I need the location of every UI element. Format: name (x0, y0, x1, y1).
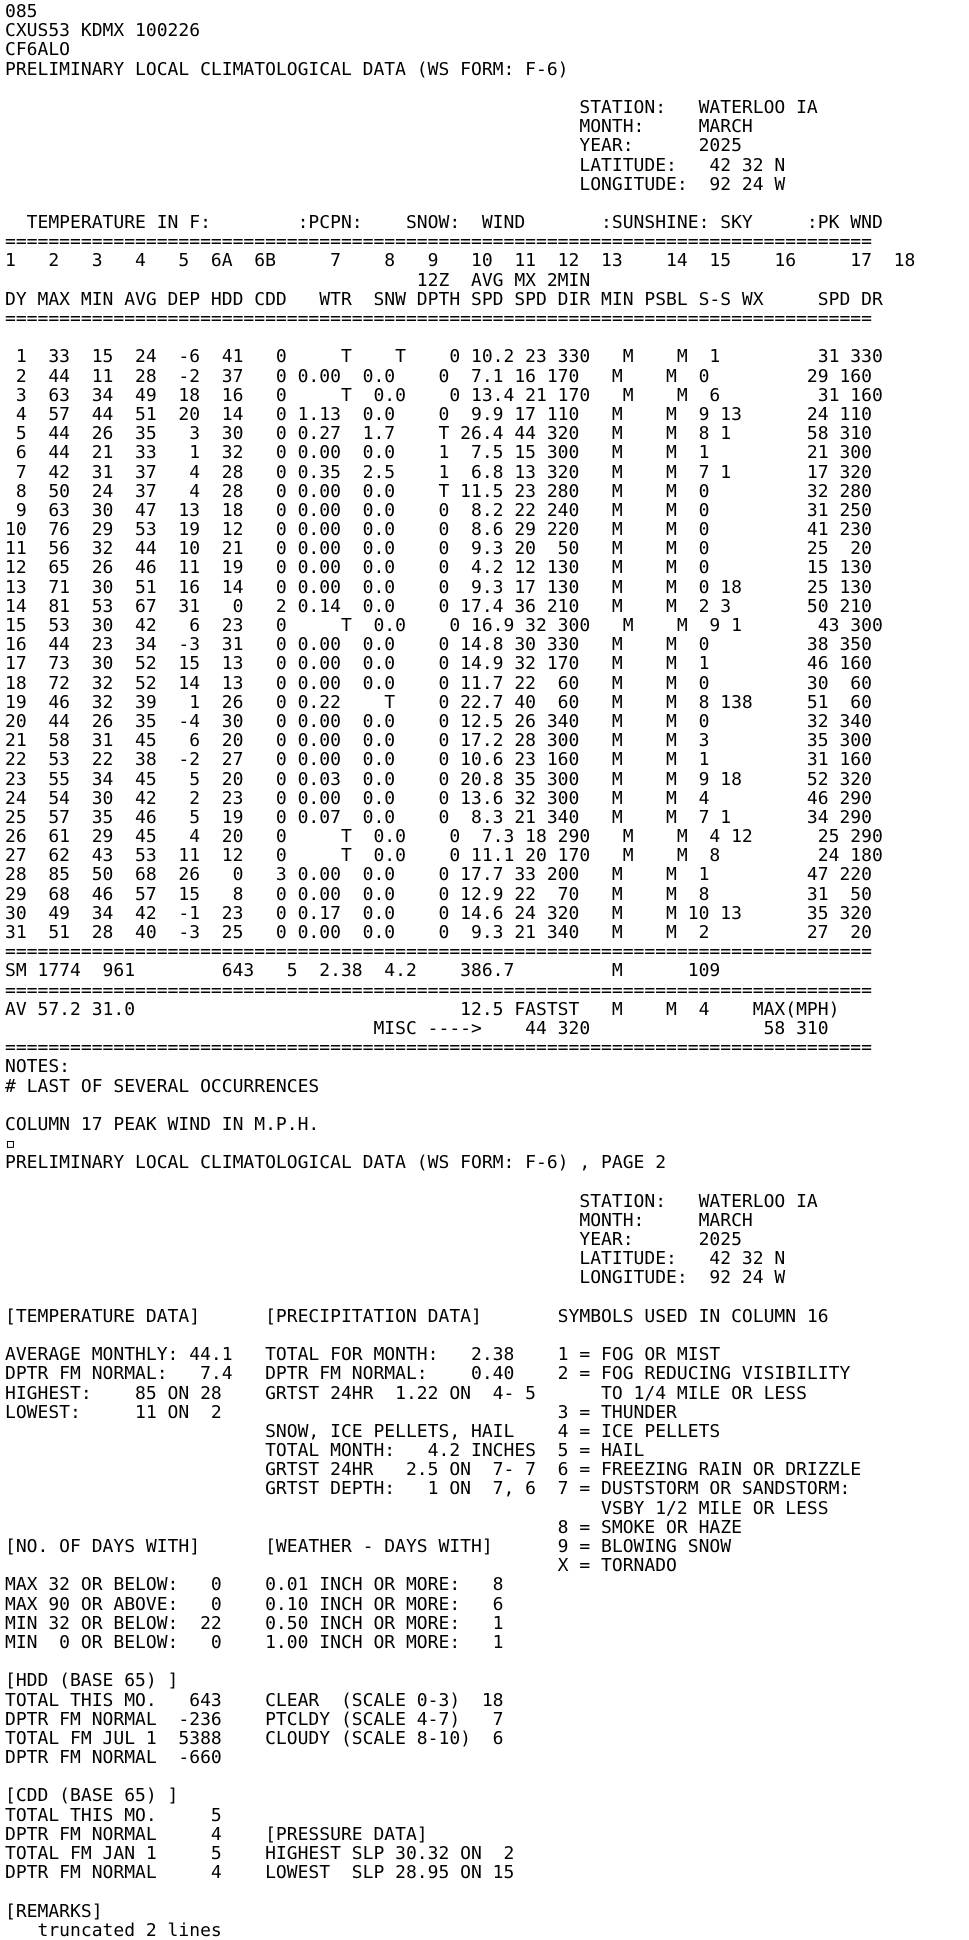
report-line: 8 50 24 37 4 28 0 0.00 0.0 T 11.5 23 280 M M 0 32 280 (5, 480, 872, 502)
report-line: GRTST 24HR 2.5 ON 7- 7 6 = FREEZING RAIN OR DRIZZLE (5, 1459, 862, 1481)
report-line: VSBY 1/2 MILE OR LESS (5, 1497, 829, 1519)
report-line: TOTAL FM JAN 1 5 HIGHEST SLP 30.32 ON 2 (5, 1843, 515, 1864)
report-line (5, 1882, 965, 1901)
report-line: CXUS53 KDMX 100226 (5, 20, 201, 42)
report-line: 2 44 11 28 -2 37 0 0.00 0.0 0 7.1 16 170 M M 0 29 160 (5, 365, 872, 387)
report-line: MISC ----> 44 320 58 310 (5, 1017, 829, 1039)
report-line: ================================================================================ (5, 308, 872, 329)
report-line: 31 51 28 40 -3 25 0 0.00 0.0 0 9.3 21 340 M M 2 27 20 (5, 922, 872, 943)
report-line: COLUMN 17 PEAK WIND IN M.P.H. (5, 1113, 320, 1135)
report-line: [NO. OF DAYS WITH] [WEATHER - DAYS WITH] 9 = BLOWING SNOW (5, 1536, 732, 1557)
report-line: 3 63 34 49 18 16 0 T 0.0 0 13.4 21 170 M M 6 31 160 (5, 384, 883, 406)
report-line: 18 72 32 52 14 13 0 0.00 0.0 0 11.7 22 60 M M 0 30 60 (5, 672, 872, 694)
report-line: LONGITUDE: 92 24 W (5, 1267, 786, 1289)
report-line: ================================================================================ (5, 941, 872, 963)
report-line: 24 54 30 42 2 23 0 0.00 0.0 0 13.6 32 300 M M 4 46 290 (5, 787, 872, 809)
report-line: TEMPERATURE IN F: :PCPN: SNOW: WIND :SUNSHINE: SKY :PK WND (5, 212, 883, 234)
report-line (5, 194, 965, 213)
report-line: truncated 2 lines (5, 1919, 222, 1940)
report-line (5, 1767, 965, 1786)
report-line: YEAR: 2025 (5, 135, 742, 157)
report-line: SNOW, ICE PELLETS, HAIL 4 = ICE PELLETS (5, 1420, 721, 1442)
report-line: 4 57 44 51 20 14 0 1.13 0.0 0 9.9 17 110 M M 9 13 24 110 (5, 403, 872, 425)
report-line: TOTAL MONTH: 4.2 INCHES 5 = HAIL (5, 1440, 645, 1462)
report-line: DPTR FM NORMAL 4 LOWEST SLP 28.95 ON 15 (5, 1862, 515, 1884)
report-line: 16 44 23 34 -3 31 0 0.00 0.0 0 14.8 30 330 M M 0 38 350 (5, 634, 872, 656)
report-line: 11 56 32 44 10 21 0 0.00 0.0 0 9.3 20 50 M M 0 25 20 (5, 538, 872, 560)
report-line (5, 328, 965, 347)
report-line: ================================================================================ (5, 1037, 872, 1059)
report-line: 26 61 29 45 4 20 0 T 0.0 0 7.3 18 290 M M 4 12 25 290 (5, 826, 883, 848)
report-line: X = TORNADO (5, 1555, 677, 1577)
report-line: STATION: WATERLOO IA (5, 96, 818, 118)
report-line: ================================================================================ (5, 979, 872, 1001)
report-line: 28 85 50 68 26 0 3 0.00 0.0 0 17.7 33 200 M M 1 47 220 (5, 864, 872, 886)
report-line (5, 1288, 965, 1307)
report-line: PRELIMINARY LOCAL CLIMATOLOGICAL DATA (WS FORM: F-6) (5, 58, 569, 80)
report-line: MONTH: MARCH (5, 116, 753, 138)
report-line: LATITUDE: 42 32 N (5, 1248, 786, 1270)
report-line: ================================================================================ (5, 231, 872, 253)
report-line: 13 71 30 51 16 14 0 0.00 0.0 0 9.3 17 130 M M 0 18 25 130 (5, 576, 872, 598)
report-line: 6 44 21 33 1 32 0 0.00 0.0 1 7.5 15 300 M M 1 21 300 (5, 442, 872, 464)
report-line (5, 1172, 965, 1191)
report-line: LATITUDE: 42 32 N (5, 154, 786, 176)
report-line: DPTR FM NORMAL 4 [PRESSURE DATA] (5, 1823, 428, 1845)
report-line: STATION: WATERLOO IA (5, 1190, 818, 1212)
report-line: NOTES: (5, 1056, 71, 1078)
report-line: YEAR: 2025 (5, 1229, 742, 1250)
report-line: LONGITUDE: 92 24 W (5, 173, 786, 195)
report-line: 30 49 34 42 -1 23 0 0.17 0.0 0 14.6 24 320 M M 10 13 35 320 (5, 902, 872, 924)
report-line: 12Z AVG MX 2MIN (5, 269, 591, 291)
report-line: 19 46 32 39 1 26 0 0.22 T 0 22.7 40 60 M M 8 138 51 60 (5, 691, 872, 713)
report-line: 17 73 30 52 15 13 0 0.00 0.0 0 14.9 32 170 M M 1 46 160 (5, 653, 872, 675)
report-line: 9 63 30 47 13 18 0 0.00 0.0 0 8.2 22 240 M M 0 31 250 (5, 499, 872, 521)
report-line: 12 65 26 46 11 19 0 0.00 0.0 0 4.2 12 130 M M 0 15 130 (5, 557, 872, 579)
report-line: [TEMPERATURE DATA] [PRECIPITATION DATA] SYMBOLS USED IN COLUMN 16 (5, 1305, 829, 1327)
report-line: PRELIMINARY LOCAL CLIMATOLOGICAL DATA (WS FORM: F-6) , PAGE 2 (5, 1152, 667, 1174)
report-line: # LAST OF SEVERAL OCCURRENCES (5, 1075, 320, 1097)
report-line: AVERAGE MONTHLY: 44.1 TOTAL FOR MONTH: 2.38 1 = FOG OR MIST (5, 1344, 721, 1366)
report-line (5, 1096, 965, 1115)
report-line: 23 55 34 45 5 20 0 0.03 0.0 0 20.8 35 300 M M 9 18 52 320 (5, 768, 872, 790)
report-line: DPTR FM NORMAL -660 (5, 1747, 222, 1769)
report-line: GRTST DEPTH: 1 ON 7, 6 7 = DUSTSTORM OR SANDSTORM: (5, 1478, 851, 1500)
report-line: 21 58 31 45 6 20 0 0.00 0.0 0 17.2 28 300 M M 3 35 300 (5, 730, 872, 752)
report-line (5, 1652, 965, 1671)
report-line: [HDD (BASE 65) ] (5, 1670, 179, 1692)
report-line: HIGHEST: 85 ON 28 GRTST 24HR 1.22 ON 4- 5 TO 1/4 MILE OR LESS (5, 1382, 807, 1404)
report-line: 14 81 53 67 31 0 2 0.14 0.0 0 17.4 36 210 M M 2 3 50 210 (5, 595, 872, 617)
report-line: 10 76 29 53 19 12 0 0.00 0.0 0 8.6 29 220 M M 0 41 230 (5, 519, 872, 541)
report-line (5, 1326, 965, 1345)
report-line: 25 57 35 46 5 19 0 0.07 0.0 0 8.3 21 340 M M 7 1 34 290 (5, 806, 872, 828)
report-line: DY MAX MIN AVG DEP HDD CDD WTR SNW DPTH SPD SPD DIR MIN PSBL S-S WX SPD DR (5, 288, 883, 310)
report-line: 22 53 22 38 -2 27 0 0.00 0.0 0 10.6 23 160 M M 1 31 160 (5, 749, 872, 771)
report-line: 085 (5, 1, 38, 22)
report-line: [CDD (BASE 65) ] (5, 1785, 179, 1807)
report-line: DPTR FM NORMAL: 7.4 DPTR FM NORMAL: 0.40 2 = FOG REDUCING VISIBILITY (5, 1363, 851, 1385)
report-line: DPTR FM NORMAL -236 PTCLDY (SCALE 4-7) 7 (5, 1708, 504, 1730)
report-line: MAX 90 OR ABOVE: 0 0.10 INCH OR MORE: 6 (5, 1593, 504, 1615)
report-line: TOTAL FM JUL 1 5388 CLOUDY (SCALE 8-10) 6 (5, 1727, 504, 1749)
report-line: 1 33 15 24 -6 41 0 T T 0 10.2 23 330 M M 1 31 330 (5, 346, 883, 368)
report-line: 5 44 26 35 3 30 0 0.27 1.7 T 26.4 44 320 M M 8 1 58 310 (5, 423, 872, 445)
report-line: MIN 0 OR BELOW: 0 1.00 INCH OR MORE: 1 (5, 1631, 504, 1653)
report-line: ▫ (5, 1133, 16, 1155)
report-line: TOTAL THIS MO. 5 (5, 1804, 222, 1826)
report-line: 20 44 26 35 -4 30 0 0.00 0.0 0 12.5 26 340 M M 0 32 340 (5, 710, 872, 732)
report-line: 27 62 43 53 11 12 0 T 0.0 0 11.1 20 170 M M 8 24 180 (5, 845, 883, 867)
report-line: TOTAL THIS MO. 643 CLEAR (SCALE 0-3) 18 (5, 1689, 504, 1711)
report-line: 15 53 30 42 6 23 0 T 0.0 0 16.9 32 300 M M 9 1 43 300 (5, 615, 883, 636)
report-line: MONTH: MARCH (5, 1209, 753, 1231)
report-line: 8 = SMOKE OR HAZE (5, 1516, 742, 1538)
report-line: MAX 32 OR BELOW: 0 0.01 INCH OR MORE: 8 (5, 1574, 504, 1596)
report-line (5, 79, 965, 98)
report-line: SM 1774 961 643 5 2.38 4.2 386.7 M 109 (5, 960, 721, 982)
report-line: 7 42 31 37 4 28 0 0.35 2.5 1 6.8 13 320 M M 7 1 17 320 (5, 461, 872, 483)
report-line: AV 57.2 31.0 12.5 FASTST M M 4 MAX(MPH) (5, 998, 840, 1020)
report-line: 1 2 3 4 5 6A 6B 7 8 9 10 11 12 13 14 15 16 17 18 (5, 250, 916, 272)
report-line: 29 68 46 57 15 8 0 0.00 0.0 0 12.9 22 70 M M 8 31 50 (5, 883, 872, 905)
report-line: [REMARKS] (5, 1900, 103, 1922)
report-line: CF6ALO (5, 39, 71, 61)
report-line: LOWEST: 11 ON 2 3 = THUNDER (5, 1401, 677, 1423)
report-line: MIN 32 OR BELOW: 22 0.50 INCH OR MORE: 1 (5, 1612, 504, 1634)
